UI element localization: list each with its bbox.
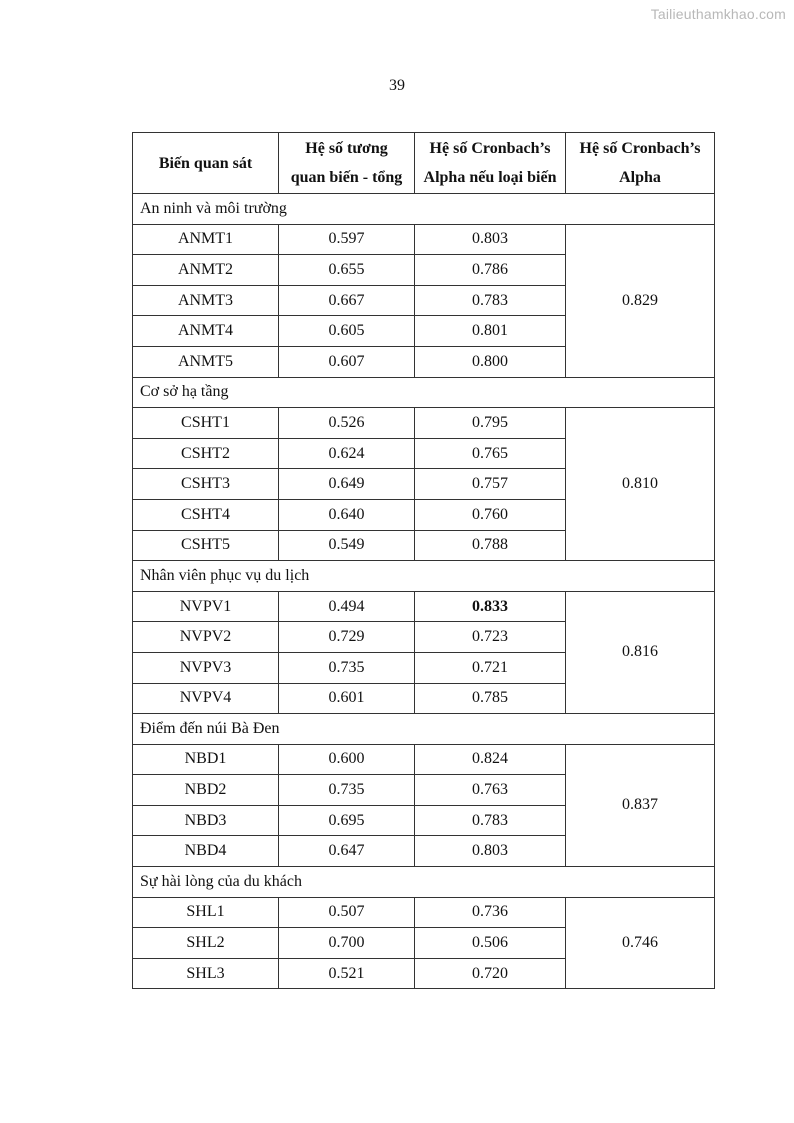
variable-code-cell: ANMT3 — [133, 285, 279, 316]
alpha-if-deleted-cell: 0.723 — [415, 622, 566, 653]
variable-code-cell: SHL1 — [133, 897, 279, 928]
header-line: Alpha nếu loại biến — [423, 169, 557, 186]
alpha-if-deleted-cell: 0.721 — [415, 652, 566, 683]
group-row — [133, 194, 715, 225]
variable-code-cell: NVPV3 — [133, 652, 279, 683]
group-alpha-cell: 0.810 — [566, 408, 715, 561]
header-cronbach-alpha — [566, 133, 715, 194]
variable-code-cell: NBD1 — [133, 744, 279, 775]
table-header-row — [133, 133, 715, 194]
alpha-if-deleted-cell: 0.801 — [415, 316, 566, 347]
alpha-if-deleted-cell: 0.786 — [415, 255, 566, 286]
group-title: Cơ sở hạ tầng — [133, 377, 715, 408]
variable-code-cell: CSHT3 — [133, 469, 279, 500]
correlation-cell: 0.695 — [279, 805, 415, 836]
alpha-if-deleted-cell: 0.783 — [415, 805, 566, 836]
group-row — [133, 561, 715, 592]
header-line: Hệ số tương — [305, 140, 388, 157]
alpha-if-deleted-cell: 0.506 — [415, 928, 566, 959]
variable-code-cell: CSHT2 — [133, 438, 279, 469]
correlation-cell: 0.607 — [279, 346, 415, 377]
variable-code-cell: NBD2 — [133, 775, 279, 806]
correlation-cell: 0.526 — [279, 408, 415, 439]
correlation-cell: 0.600 — [279, 744, 415, 775]
correlation-cell: 0.624 — [279, 438, 415, 469]
page-number: 39 — [389, 77, 405, 94]
variable-code-cell: CSHT5 — [133, 530, 279, 561]
variable-code-cell: ANMT1 — [133, 224, 279, 255]
watermark: Tailieuthamkhao.com — [650, 6, 786, 22]
header-alpha-if-deleted — [415, 133, 566, 194]
alpha-if-deleted-cell: 0.760 — [415, 499, 566, 530]
variable-code-cell: ANMT5 — [133, 346, 279, 377]
table-row — [133, 224, 715, 255]
correlation-cell: 0.640 — [279, 499, 415, 530]
correlation-cell: 0.700 — [279, 928, 415, 959]
variable-code-cell: NBD3 — [133, 805, 279, 836]
alpha-if-deleted-cell: 0.803 — [415, 224, 566, 255]
variable-code-cell: ANMT2 — [133, 255, 279, 286]
group-alpha-cell: 0.746 — [566, 897, 715, 989]
correlation-cell: 0.521 — [279, 958, 415, 989]
alpha-if-deleted-cell: 0.833 — [415, 591, 566, 622]
correlation-cell: 0.549 — [279, 530, 415, 561]
group-row — [133, 714, 715, 745]
group-row — [133, 867, 715, 898]
variable-code-cell: NVPV1 — [133, 591, 279, 622]
correlation-cell: 0.649 — [279, 469, 415, 500]
correlation-cell: 0.735 — [279, 775, 415, 806]
table-row — [133, 408, 715, 439]
alpha-if-deleted-cell: 0.765 — [415, 438, 566, 469]
correlation-cell: 0.667 — [279, 285, 415, 316]
header-observed-variable: Biến quan sát — [133, 133, 279, 194]
variable-code-cell: CSHT4 — [133, 499, 279, 530]
alpha-if-deleted-cell: 0.788 — [415, 530, 566, 561]
variable-code-cell: ANMT4 — [133, 316, 279, 347]
header-line: quan biến - tổng — [290, 169, 403, 186]
table-row — [133, 897, 715, 928]
variable-code-cell: NVPV2 — [133, 622, 279, 653]
alpha-if-deleted-cell: 0.763 — [415, 775, 566, 806]
correlation-cell: 0.647 — [279, 836, 415, 867]
group-alpha-cell: 0.837 — [566, 744, 715, 866]
correlation-cell: 0.494 — [279, 591, 415, 622]
variable-code-cell: CSHT1 — [133, 408, 279, 439]
header-line: Hệ số Cronbach’s — [429, 140, 551, 157]
alpha-if-deleted-cell: 0.736 — [415, 897, 566, 928]
alpha-if-deleted-cell: 0.795 — [415, 408, 566, 439]
group-alpha-cell: 0.829 — [566, 224, 715, 377]
group-row — [133, 377, 715, 408]
correlation-cell: 0.729 — [279, 622, 415, 653]
correlation-cell: 0.735 — [279, 652, 415, 683]
correlation-cell: 0.605 — [279, 316, 415, 347]
table-row — [133, 591, 715, 622]
correlation-cell: 0.507 — [279, 897, 415, 928]
header-line: Alpha — [619, 169, 661, 186]
variable-code-cell: SHL3 — [133, 958, 279, 989]
alpha-if-deleted-cell: 0.800 — [415, 346, 566, 377]
correlation-cell: 0.597 — [279, 224, 415, 255]
variable-code-cell: SHL2 — [133, 928, 279, 959]
correlation-cell: 0.655 — [279, 255, 415, 286]
table-body — [133, 194, 715, 989]
alpha-if-deleted-cell: 0.720 — [415, 958, 566, 989]
variable-code-cell: NBD4 — [133, 836, 279, 867]
alpha-if-deleted-cell: 0.824 — [415, 744, 566, 775]
table-row — [133, 744, 715, 775]
header-line: Hệ số Cronbach’s — [579, 140, 701, 157]
group-alpha-cell: 0.816 — [566, 591, 715, 713]
alpha-if-deleted-cell: 0.757 — [415, 469, 566, 500]
correlation-cell: 0.601 — [279, 683, 415, 714]
alpha-if-deleted-cell: 0.803 — [415, 836, 566, 867]
group-title: Điểm đến núi Bà Đen — [133, 714, 715, 745]
variable-code-cell: NVPV4 — [133, 683, 279, 714]
alpha-if-deleted-cell: 0.785 — [415, 683, 566, 714]
group-title: An ninh và môi trường — [133, 194, 715, 225]
group-title: Sự hài lòng của du khách — [133, 867, 715, 898]
group-title: Nhân viên phục vụ du lịch — [133, 561, 715, 592]
header-item-total-correlation — [279, 133, 415, 194]
reliability-table — [132, 132, 715, 989]
alpha-if-deleted-cell: 0.783 — [415, 285, 566, 316]
